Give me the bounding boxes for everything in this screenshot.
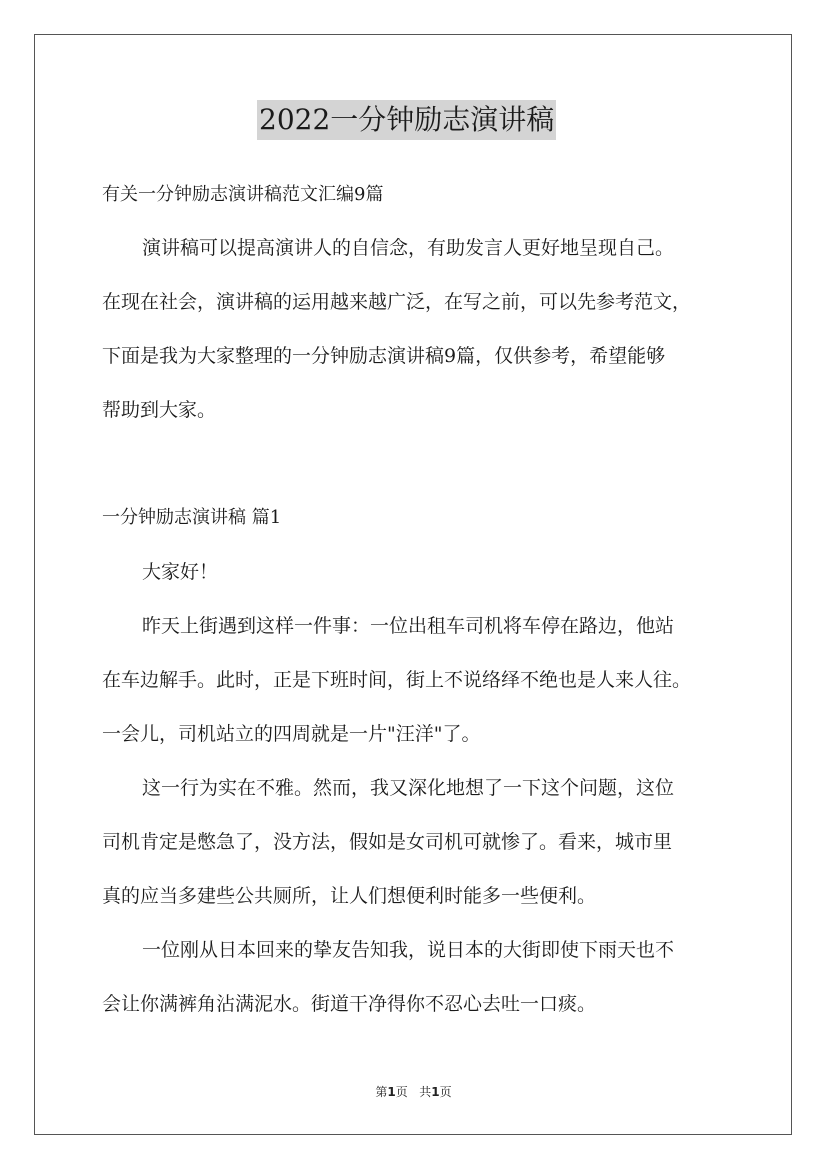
para2-line-3: 一会儿，司机站立的四周就是一片"汪洋"了。	[102, 723, 481, 745]
para3-line-1: 这一行为实在不雅。然而，我又深化地想了一下这个问题，这位	[142, 777, 675, 799]
section-heading: 一分钟励志演讲稿 篇1	[102, 507, 282, 528]
intro-line-2: 在现在社会，演讲稿的运用越来越广泛，在写之前，可以先参考范文，	[102, 291, 692, 313]
footer-page-prefix: 第	[375, 1085, 388, 1099]
footer-page-current: 1	[387, 1085, 396, 1099]
greeting-line: 大家好！	[142, 561, 219, 583]
para3-line-2: 司机肯定是憋急了，没方法，假如是女司机可就惨了。看来，城市里	[102, 831, 673, 853]
footer-total-prefix: 共	[419, 1085, 432, 1099]
document-title: 2022一分钟励志演讲稿	[257, 100, 556, 140]
para3-line-3: 真的应当多建些公共厕所，让人们想便利时能多一些便利。	[102, 885, 597, 907]
para2-line-2: 在车边解手。此时，正是下班时间，街上不说络绎不绝也是人来人往。	[102, 669, 692, 691]
paragraph-4	[102, 923, 742, 1031]
intro-paragraph	[102, 221, 742, 437]
footer-page-unit: 页	[395, 1085, 408, 1099]
footer-total-unit: 页	[439, 1085, 452, 1099]
greeting-paragraph	[102, 545, 742, 599]
para2-line-1: 昨天上街遇到这样一件事：一位出租车司机将车停在路边，他站	[142, 615, 675, 637]
para4-line-1: 一位刚从日本回来的挚友告知我，说日本的大街即使下雨天也不	[142, 939, 675, 961]
paragraph-3	[102, 761, 742, 923]
intro-line-1: 演讲稿可以提高演讲人的自信念，有助发言人更好地呈现自己。	[142, 237, 675, 259]
footer-page-total: 1	[431, 1085, 440, 1099]
document-subtitle: 有关一分钟励志演讲稿范文汇编9篇	[102, 184, 384, 205]
paragraph-2	[102, 599, 742, 761]
intro-line-3: 下面是我为大家整理的一分钟励志演讲稿9篇，仅供参考，希望能够	[102, 345, 666, 367]
para4-line-2: 会让你满裤角沾满泥水。街道干净得你不忍心去吐一口痰。	[102, 993, 597, 1015]
page-footer	[0, 1083, 827, 1100]
intro-line-4: 帮助到大家。	[102, 399, 217, 421]
